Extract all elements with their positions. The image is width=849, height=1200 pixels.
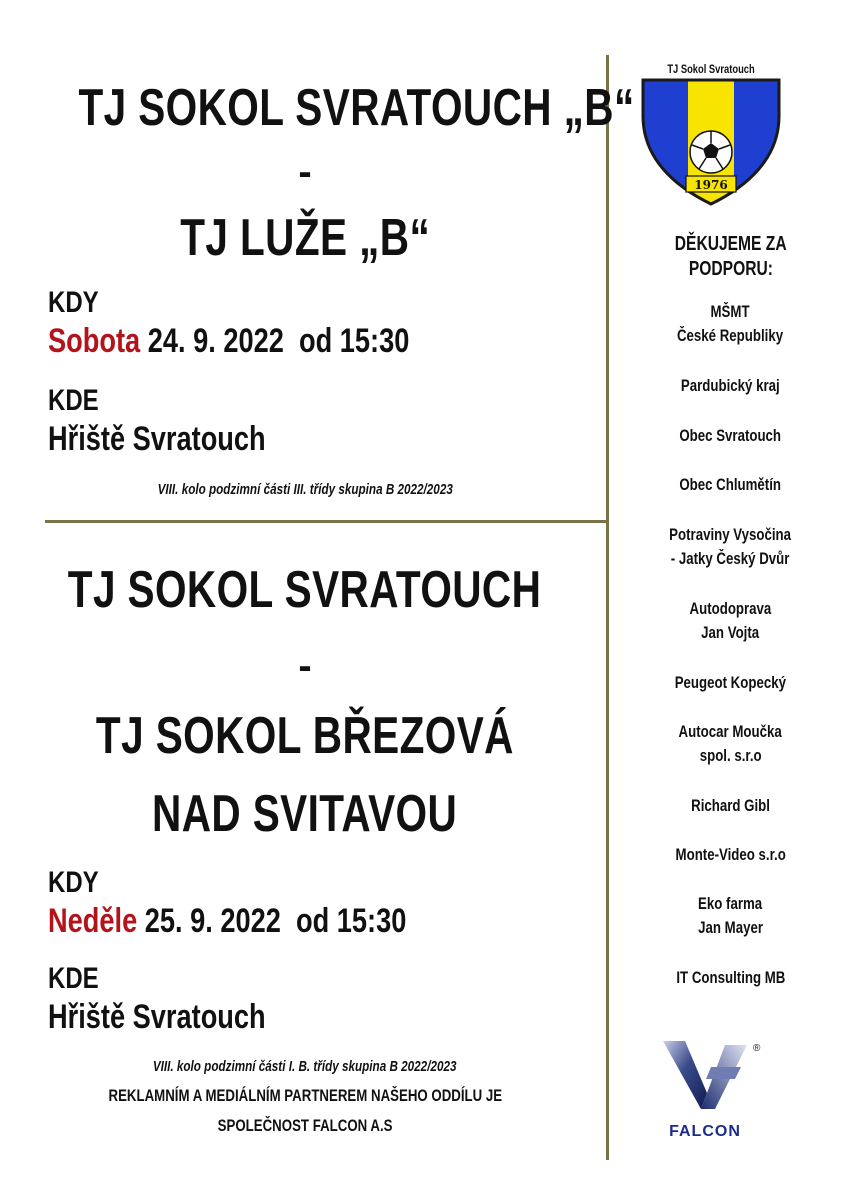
sponsor-item: Obec Chlumětín [679, 475, 782, 494]
sponsor-item: Potraviny Vysočina - Jatky Český Dvůr [669, 525, 792, 568]
sponsor-item: Autocar Moučka spol. s.r.o [678, 722, 783, 765]
club-crest [640, 62, 782, 213]
sponsor-item: Peugeot Kopecký [674, 673, 787, 692]
match2-when [48, 902, 496, 941]
horizontal-divider [45, 520, 607, 523]
partner-line1: REKLAMNÍM A MEDIÁLNÍM PARTNEREM NAŠEHO ODDÍLU JE [108, 1086, 502, 1105]
match1-separator: - [298, 150, 312, 194]
match2-datetime: 25. 9. 2022 od 15:30 [144, 902, 407, 940]
match1-venue: Hřiště Svratouch [48, 420, 266, 458]
partner-line2: SPOLEČNOST FALCON A.S [217, 1116, 393, 1135]
match2-away-line2: NAD SVITAVOU [152, 785, 458, 843]
sponsor-item: Obec Svratouch [679, 426, 782, 445]
match2-note: VIII. kolo podzimní části I. B. třídy skupina B 2022/2023 [153, 1058, 457, 1075]
registered-mark: ® [753, 1043, 761, 1054]
match2-when-label: KDY [48, 866, 99, 899]
sponsor-item: Monte-Video s.r.o [675, 845, 786, 864]
match1-away-team: TJ LUŽE „B“ [180, 209, 430, 267]
match1-day: Sobota [48, 322, 141, 360]
match1-when-label: KDY [48, 286, 99, 319]
crest-title: TJ Sokol Svratouch [667, 62, 755, 76]
match2-separator: - [298, 644, 312, 688]
crest-year: 1976 [694, 178, 728, 192]
sponsor-item: Pardubický kraj [681, 376, 780, 395]
thanks-heading: DĚKUJEME ZA PODPORU: [674, 233, 787, 280]
match2-away-line1: TJ SOKOL BŘEZOVÁ [96, 707, 514, 765]
sponsor-item: Eko farma Jan Mayer [698, 894, 763, 937]
match2-venue: Hřiště Svratouch [48, 998, 266, 1036]
match2-where-label: KDE [48, 962, 99, 995]
match1-where-label: KDE [48, 384, 99, 417]
crest-shield-icon [640, 76, 782, 208]
match2-day: Neděle [48, 902, 138, 940]
match1-home-team: TJ SOKOL SVRATOUCH „B“ [78, 79, 635, 137]
match1-datetime: 24. 9. 2022 od 15:30 [147, 322, 410, 360]
falcon-logo [655, 1035, 765, 1145]
match1-note: VIII. kolo podzimní části III. třídy skupina B 2022/2023 [157, 481, 453, 498]
sponsor-item: MŠMT České Republiky [677, 302, 784, 345]
sponsor-item: IT Consulting MB [675, 968, 786, 987]
match1-when [48, 322, 500, 361]
sponsor-item: Richard Gibl [691, 796, 770, 815]
match2-home-team: TJ SOKOL SVRATOUCH [68, 561, 542, 619]
falcon-wordmark: FALCON [669, 1123, 741, 1140]
sponsor-list [612, 300, 849, 996]
falcon-mark-icon [655, 1035, 755, 1115]
sponsor-item: Autodoprava Jan Vojta [689, 599, 772, 642]
